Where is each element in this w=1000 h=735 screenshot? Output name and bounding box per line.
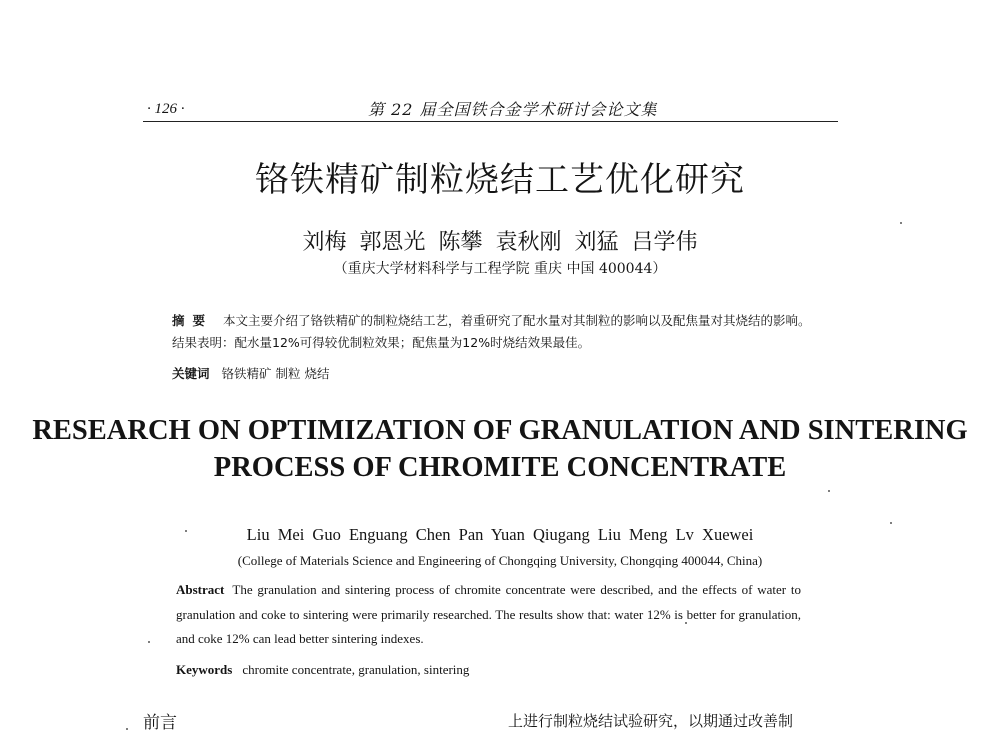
english-affiliation: (College of Materials Science and Engineering of Chongqing University, Chongqing 400044, China) (237, 553, 763, 568)
running-header (143, 97, 838, 122)
english-abstract-label: Abstract (176, 582, 225, 597)
chinese-abstract-text: 本文主要介绍了铬铁精矿的制粒烧结工艺，着重研究了配水量对其制粒的影响以及配焦量对其烧结的影响。结果表明：配水量12%可得较优制粒效果；配焦量为12%时烧结效果最佳。 (172, 313, 811, 350)
scan-speck (126, 728, 128, 730)
english-keywords-text: chromite concentrate, granulation, sintering (242, 662, 470, 677)
english-abstract-text: The granulation and sintering process of chromite concentrate were described, and the effects of water to granulation and coke to sintering were primarily researched. The results show that: water 12% is better for granulation, and coke 12% can lead better sintering indexes. (176, 582, 801, 646)
scan-speck (900, 222, 902, 224)
introduction-heading: 前言 (143, 713, 177, 733)
english-title: RESEARCH ON OPTIMIZATION OF GRANULATION AND SINTERING PROCESS OF CHROMITE CONCENTRATE (32, 415, 968, 483)
english-authors: Liu Mei Guo Enguang Chen Pan Yuan Qiugang Liu Meng Lv Xuewei (246, 525, 754, 544)
chinese-abstract-label: 摘要 (172, 313, 214, 328)
english-keywords (176, 662, 801, 678)
chinese-affiliation: （重庆大学材料科学与工程学院 重庆 中国 400044） (333, 261, 667, 277)
scan-speck (828, 490, 830, 492)
scan-speck (890, 522, 892, 524)
chinese-authors: 刘梅 郭恩光 陈攀 袁秋刚 刘猛 吕学伟 (302, 230, 698, 255)
chinese-title: 铬铁精矿制粒烧结工艺优化研究 (255, 160, 745, 200)
scan-speck (148, 641, 150, 643)
chinese-keywords-text: 铬铁精矿 制粒 烧结 (221, 366, 330, 381)
page-number: · 126 · (147, 101, 185, 117)
english-keywords-label: Keywords (176, 662, 233, 677)
chinese-abstract (172, 310, 812, 354)
chinese-keywords-label: 关键词 (172, 366, 210, 381)
chinese-keywords (172, 364, 812, 382)
proceedings-title: 第 22 届全国铁合金学术研讨会论文集 (368, 100, 658, 119)
scan-speck (685, 622, 687, 624)
body-text-fragment: 上进行制粒烧结试验研究，以期通过改善制 (508, 712, 794, 730)
english-abstract (176, 578, 801, 652)
scan-speck (185, 530, 187, 532)
